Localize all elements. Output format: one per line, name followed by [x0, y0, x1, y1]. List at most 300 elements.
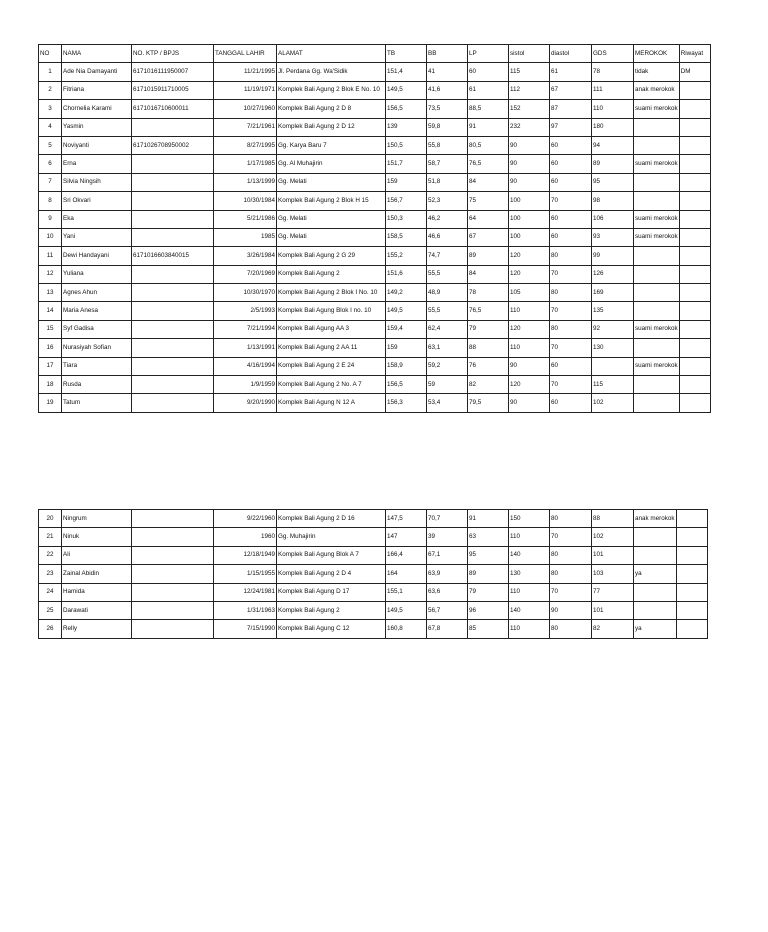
cell-lp: 78: [468, 284, 509, 302]
cell-gds: 95: [592, 173, 634, 191]
cell-no: 9: [39, 210, 62, 228]
cell-sistol: 110: [509, 583, 550, 601]
cell-ktp-bpjs: [132, 284, 214, 302]
cell-merokok: [634, 339, 680, 357]
cell-alamat: Gg. Melati: [277, 210, 386, 228]
cell-merokok: suami merokok: [634, 210, 680, 228]
cell-alamat: Komplek Bali Agung 2 E 24: [277, 357, 386, 375]
cell-alamat: Komplek Bali Agung 2 Blok I No. 10: [277, 284, 386, 302]
cell-lp: 89: [468, 247, 509, 265]
cell-alamat: Komplek Bali Agung 2: [277, 265, 386, 283]
cell-alamat: Komplek Bali Agung Blok I no. 10: [277, 302, 386, 320]
cell-bb: 63,9: [427, 565, 468, 583]
cell-tanggal-lahir: 9/20/1990: [214, 394, 277, 412]
cell-merokok: ya: [634, 620, 677, 638]
table-row: [39, 210, 711, 228]
cell-bb: 55,8: [427, 136, 468, 154]
cell-tb: 151,7: [386, 155, 427, 173]
cell-tb: 158,9: [386, 357, 427, 375]
cell-riwayat: [679, 228, 710, 246]
cell-ktp-bpjs: [132, 302, 214, 320]
cell-diastol: 61: [550, 63, 592, 81]
cell-bb: 55,5: [427, 265, 468, 283]
cell-nama: Silvia Ningsih: [62, 173, 132, 191]
cell-tanggal-lahir: 1/17/1985: [214, 155, 277, 173]
cell-gds: 169: [592, 284, 634, 302]
cell-sistol: 110: [509, 302, 550, 320]
header-cell-lp: LP: [468, 45, 509, 63]
cell-riwayat: [679, 376, 710, 394]
header-cell-no: NO: [39, 45, 62, 63]
cell-merokok: [634, 265, 680, 283]
cell-no: 14: [39, 302, 62, 320]
cell-tb: 159: [386, 173, 427, 191]
cell-no: 3: [39, 100, 62, 118]
cell-tanggal-lahir: 7/15/1990: [214, 620, 277, 638]
cell-nama: Eka: [62, 210, 132, 228]
cell-lp: 91: [468, 118, 509, 136]
cell-lp: 79: [468, 320, 509, 338]
table-row: [39, 247, 711, 265]
cell-tanggal-lahir: 8/27/1995: [214, 136, 277, 154]
table-row: [39, 565, 708, 583]
cell-ktp-bpjs: [132, 228, 214, 246]
cell-diastol: 60: [550, 210, 592, 228]
cell-merokok: suami merokok: [634, 320, 680, 338]
cell-nama: Ali: [62, 546, 132, 564]
header-cell-nama: NAMA: [62, 45, 132, 63]
cell-bb: 70,7: [427, 510, 468, 528]
table-body: [39, 510, 708, 639]
cell-merokok: [634, 546, 677, 564]
cell-riwayat: [679, 118, 710, 136]
cell-merokok: ya: [634, 565, 677, 583]
cell-ktp-bpjs: [132, 320, 214, 338]
cell-alamat: Komplek Bali Agung 2 G 29: [277, 247, 386, 265]
cell-lp: 88: [468, 339, 509, 357]
cell-sistol: 140: [509, 546, 550, 564]
cell-merokok: suami merokok: [634, 100, 680, 118]
table-row: [39, 100, 711, 118]
cell-lp: 95: [468, 546, 509, 564]
cell-bb: 63,1: [427, 339, 468, 357]
cell-no: 6: [39, 155, 62, 173]
cell-nama: Yani: [62, 228, 132, 246]
cell-diastol: 70: [550, 192, 592, 210]
cell-gds: 99: [592, 247, 634, 265]
cell-sistol: 110: [509, 620, 550, 638]
cell-no: 2: [39, 81, 62, 99]
cell-lp: 76,5: [468, 302, 509, 320]
cell-nama: Syf Gadisa: [62, 320, 132, 338]
cell-riwayat: [677, 546, 708, 564]
cell-tb: 156,3: [386, 394, 427, 412]
cell-tanggal-lahir: 1960: [214, 528, 277, 546]
cell-gds: 89: [592, 155, 634, 173]
cell-alamat: Gg. Melati: [277, 228, 386, 246]
table-row: [39, 583, 708, 601]
cell-sistol: 232: [509, 118, 550, 136]
cell-diastol: 60: [550, 357, 592, 375]
cell-tb: 147,5: [386, 510, 427, 528]
cell-tanggal-lahir: 7/20/1969: [214, 265, 277, 283]
table-row: [39, 601, 708, 619]
table-row: [39, 376, 711, 394]
cell-riwayat: [677, 565, 708, 583]
cell-bb: 48,9: [427, 284, 468, 302]
cell-ktp-bpjs: [132, 339, 214, 357]
cell-diastol: 60: [550, 228, 592, 246]
cell-riwayat: DM: [679, 63, 710, 81]
cell-no: 10: [39, 228, 62, 246]
cell-diastol: 70: [550, 302, 592, 320]
cell-tanggal-lahir: 1/15/1955: [214, 565, 277, 583]
cell-merokok: [634, 192, 680, 210]
cell-nama: Erna: [62, 155, 132, 173]
table-row: [39, 528, 708, 546]
cell-nama: Dewi Handayani: [62, 247, 132, 265]
cell-ktp-bpjs: [132, 357, 214, 375]
cell-sistol: 90: [509, 357, 550, 375]
header-cell-ktp-bpjs: NO. KTP / BPJS: [132, 45, 214, 63]
cell-alamat: Komplek Bali Agung 2 D 8: [277, 100, 386, 118]
cell-no: 5: [39, 136, 62, 154]
cell-no: 13: [39, 284, 62, 302]
cell-diastol: 97: [550, 118, 592, 136]
cell-no: 4: [39, 118, 62, 136]
cell-tb: 155,2: [386, 247, 427, 265]
header-cell-tb: TB: [386, 45, 427, 63]
cell-riwayat: [677, 620, 708, 638]
table-row: [39, 546, 708, 564]
cell-ktp-bpjs: [132, 620, 214, 638]
cell-alamat: Gg. Melati: [277, 173, 386, 191]
data-table-page-1: [38, 44, 711, 413]
cell-nama: Ningrum: [62, 510, 132, 528]
cell-tb: 159,4: [386, 320, 427, 338]
table-row: [39, 192, 711, 210]
cell-bb: 53,4: [427, 394, 468, 412]
cell-alamat: Komplek Bali Agung Blok A 7: [277, 546, 386, 564]
cell-merokok: [634, 302, 680, 320]
cell-gds: 135: [592, 302, 634, 320]
cell-merokok: [634, 173, 680, 191]
cell-no: 11: [39, 247, 62, 265]
cell-alamat: Gg. Karya Baru 7: [277, 136, 386, 154]
cell-tb: 151,6: [386, 265, 427, 283]
cell-merokok: anak merokok: [634, 510, 677, 528]
cell-ktp-bpjs: [132, 528, 214, 546]
cell-riwayat: [679, 320, 710, 338]
table-row: [39, 394, 711, 412]
cell-gds: 130: [592, 339, 634, 357]
table-row: [39, 320, 711, 338]
cell-gds: 102: [592, 394, 634, 412]
cell-ktp-bpjs: [132, 565, 214, 583]
cell-nama: Fitriana: [62, 81, 132, 99]
cell-diastol: 80: [550, 565, 592, 583]
cell-gds: 88: [592, 510, 634, 528]
cell-lp: 61: [468, 81, 509, 99]
cell-ktp-bpjs: [132, 546, 214, 564]
cell-sistol: 105: [509, 284, 550, 302]
cell-tanggal-lahir: 12/18/1949: [214, 546, 277, 564]
cell-bb: 41,6: [427, 81, 468, 99]
cell-gds: 78: [592, 63, 634, 81]
cell-nama: Noviyanti: [62, 136, 132, 154]
cell-tb: 164: [386, 565, 427, 583]
cell-merokok: [634, 247, 680, 265]
cell-gds: 94: [592, 136, 634, 154]
table-row: [39, 228, 711, 246]
cell-riwayat: [679, 210, 710, 228]
cell-diastol: 70: [550, 339, 592, 357]
cell-tb: 158,5: [386, 228, 427, 246]
cell-tanggal-lahir: 9/22/1960: [214, 510, 277, 528]
table-row: [39, 510, 708, 528]
cell-merokok: suami merokok: [634, 228, 680, 246]
cell-no: 1: [39, 63, 62, 81]
cell-tanggal-lahir: 2/5/1993: [214, 302, 277, 320]
header-cell-bb: BB: [427, 45, 468, 63]
cell-ktp-bpjs: [132, 265, 214, 283]
cell-merokok: [634, 583, 677, 601]
cell-gds: 92: [592, 320, 634, 338]
cell-gds: 180: [592, 118, 634, 136]
cell-merokok: [634, 394, 680, 412]
cell-sistol: 90: [509, 155, 550, 173]
cell-no: 25: [39, 601, 62, 619]
cell-no: 22: [39, 546, 62, 564]
cell-bb: 56,7: [427, 601, 468, 619]
cell-lp: 79,5: [468, 394, 509, 412]
cell-tb: 147: [386, 528, 427, 546]
cell-gds: 110: [592, 100, 634, 118]
cell-nama: Darawati: [62, 601, 132, 619]
cell-ktp-bpjs: [132, 376, 214, 394]
cell-diastol: 70: [550, 583, 592, 601]
cell-gds: 77: [592, 583, 634, 601]
cell-ktp-bpjs: 6171016603840015: [132, 247, 214, 265]
cell-bb: 59: [427, 376, 468, 394]
cell-gds: 82: [592, 620, 634, 638]
cell-tanggal-lahir: 5/21/1986: [214, 210, 277, 228]
cell-tb: 156,5: [386, 100, 427, 118]
cell-alamat: Komplek Bali Agung D 17: [277, 583, 386, 601]
cell-lp: 76,5: [468, 155, 509, 173]
table-row: [39, 620, 708, 638]
cell-lp: 63: [468, 528, 509, 546]
cell-bb: 39: [427, 528, 468, 546]
cell-lp: 76: [468, 357, 509, 375]
cell-sistol: 130: [509, 565, 550, 583]
cell-no: 24: [39, 583, 62, 601]
cell-lp: 75: [468, 192, 509, 210]
cell-ktp-bpjs: [132, 118, 214, 136]
cell-gds: 115: [592, 376, 634, 394]
cell-diastol: 80: [550, 320, 592, 338]
cell-diastol: 70: [550, 528, 592, 546]
cell-gds: 102: [592, 528, 634, 546]
cell-merokok: tidak: [634, 63, 680, 81]
cell-nama: Agnes Ahun: [62, 284, 132, 302]
cell-lp: 82: [468, 376, 509, 394]
cell-bb: 51,8: [427, 173, 468, 191]
cell-lp: 67: [468, 228, 509, 246]
cell-tanggal-lahir: 10/30/1984: [214, 192, 277, 210]
table-row: [39, 136, 711, 154]
cell-alamat: Komplek Bali Agung N 12 A: [277, 394, 386, 412]
cell-nama: Sri Okvari: [62, 192, 132, 210]
cell-diastol: 70: [550, 265, 592, 283]
cell-alamat: Komplek Bali Agung 2 D 12: [277, 118, 386, 136]
cell-diastol: 80: [550, 247, 592, 265]
cell-merokok: [634, 136, 680, 154]
table-row: [39, 173, 711, 191]
cell-diastol: 90: [550, 601, 592, 619]
cell-no: 17: [39, 357, 62, 375]
cell-gds: 106: [592, 210, 634, 228]
cell-no: 8: [39, 192, 62, 210]
cell-lp: 79: [468, 583, 509, 601]
cell-tanggal-lahir: 11/19/1971: [214, 81, 277, 99]
cell-tanggal-lahir: 11/21/1995: [214, 63, 277, 81]
header-cell-tanggal-lahir: TANGGAL LAHIR: [214, 45, 277, 63]
cell-sistol: 90: [509, 394, 550, 412]
cell-tb: 149,5: [386, 81, 427, 99]
cell-tanggal-lahir: 7/21/1994: [214, 320, 277, 338]
cell-nama: Ninuk: [62, 528, 132, 546]
cell-sistol: 112: [509, 81, 550, 99]
cell-bb: 74,7: [427, 247, 468, 265]
cell-sistol: 120: [509, 376, 550, 394]
cell-tb: 156,7: [386, 192, 427, 210]
cell-nama: Hamida: [62, 583, 132, 601]
cell-tanggal-lahir: 4/16/1994: [214, 357, 277, 375]
cell-lp: 89: [468, 565, 509, 583]
cell-tanggal-lahir: 7/21/1961: [214, 118, 277, 136]
cell-alamat: Komplek Bali Agung 2 D 4: [277, 565, 386, 583]
cell-diastol: 60: [550, 155, 592, 173]
header-cell-alamat: ALAMAT: [277, 45, 386, 63]
cell-ktp-bpjs: [132, 173, 214, 191]
cell-bb: 41: [427, 63, 468, 81]
header-cell-sistol: sistol: [509, 45, 550, 63]
cell-tanggal-lahir: 3/26/1984: [214, 247, 277, 265]
cell-no: 16: [39, 339, 62, 357]
cell-tanggal-lahir: 1985: [214, 228, 277, 246]
cell-sistol: 110: [509, 339, 550, 357]
cell-diastol: 80: [550, 284, 592, 302]
cell-no: 15: [39, 320, 62, 338]
cell-gds: [592, 357, 634, 375]
cell-tb: 159: [386, 339, 427, 357]
cell-nama: Relly: [62, 620, 132, 638]
cell-sistol: 110: [509, 528, 550, 546]
cell-merokok: [634, 528, 677, 546]
cell-riwayat: [679, 247, 710, 265]
cell-diastol: 60: [550, 173, 592, 191]
table-row: [39, 265, 711, 283]
cell-gds: 101: [592, 546, 634, 564]
cell-riwayat: [677, 601, 708, 619]
cell-riwayat: [679, 339, 710, 357]
cell-tb: 149,5: [386, 601, 427, 619]
cell-sistol: 150: [509, 510, 550, 528]
cell-tanggal-lahir: 1/9/1959: [214, 376, 277, 394]
cell-tanggal-lahir: 10/27/1960: [214, 100, 277, 118]
cell-tanggal-lahir: 10/30/1970: [214, 284, 277, 302]
cell-bb: 67,1: [427, 546, 468, 564]
cell-lp: 88,5: [468, 100, 509, 118]
cell-gds: 103: [592, 565, 634, 583]
cell-bb: 62,4: [427, 320, 468, 338]
cell-riwayat: [679, 136, 710, 154]
cell-lp: 96: [468, 601, 509, 619]
cell-alamat: Jl. Perdana Gg. Wa'Sidik: [277, 63, 386, 81]
cell-bb: 59,8: [427, 118, 468, 136]
cell-sistol: 115: [509, 63, 550, 81]
cell-ktp-bpjs: 6171016710600011: [132, 100, 214, 118]
cell-riwayat: [679, 265, 710, 283]
cell-lp: 64: [468, 210, 509, 228]
cell-bb: 59,2: [427, 357, 468, 375]
table-row: [39, 118, 711, 136]
cell-nama: Ade Nia Damayanti: [62, 63, 132, 81]
cell-lp: 60: [468, 63, 509, 81]
cell-alamat: Komplek Bali Agung C 12: [277, 620, 386, 638]
table-row: [39, 339, 711, 357]
cell-tb: 149,2: [386, 284, 427, 302]
cell-alamat: Komplek Bali Agung 2 D 16: [277, 510, 386, 528]
cell-sistol: 100: [509, 210, 550, 228]
cell-sistol: 90: [509, 136, 550, 154]
cell-bb: 58,7: [427, 155, 468, 173]
cell-sistol: 120: [509, 265, 550, 283]
cell-riwayat: [679, 302, 710, 320]
cell-alamat: Gg. Al Muhajirin: [277, 155, 386, 173]
cell-tanggal-lahir: 12/24/1981: [214, 583, 277, 601]
cell-riwayat: [679, 394, 710, 412]
table-body: [39, 45, 711, 413]
cell-alamat: Komplek Bali Agung AA 3: [277, 320, 386, 338]
cell-tb: 156,5: [386, 376, 427, 394]
cell-riwayat: [677, 528, 708, 546]
cell-gds: 111: [592, 81, 634, 99]
cell-bb: 67,8: [427, 620, 468, 638]
cell-ktp-bpjs: [132, 394, 214, 412]
cell-no: 19: [39, 394, 62, 412]
cell-lp: 80,5: [468, 136, 509, 154]
cell-riwayat: [677, 583, 708, 601]
cell-sistol: 152: [509, 100, 550, 118]
cell-merokok: [634, 376, 680, 394]
cell-no: 23: [39, 565, 62, 583]
cell-ktp-bpjs: [132, 155, 214, 173]
cell-ktp-bpjs: [132, 601, 214, 619]
cell-no: 20: [39, 510, 62, 528]
cell-riwayat: [677, 510, 708, 528]
cell-tb: 149,5: [386, 302, 427, 320]
cell-riwayat: [679, 100, 710, 118]
cell-gds: 101: [592, 601, 634, 619]
cell-gds: 98: [592, 192, 634, 210]
cell-lp: 85: [468, 620, 509, 638]
cell-lp: 84: [468, 265, 509, 283]
header-row: [39, 45, 711, 63]
cell-ktp-bpjs: 6171015911710005: [132, 81, 214, 99]
cell-sistol: 90: [509, 173, 550, 191]
